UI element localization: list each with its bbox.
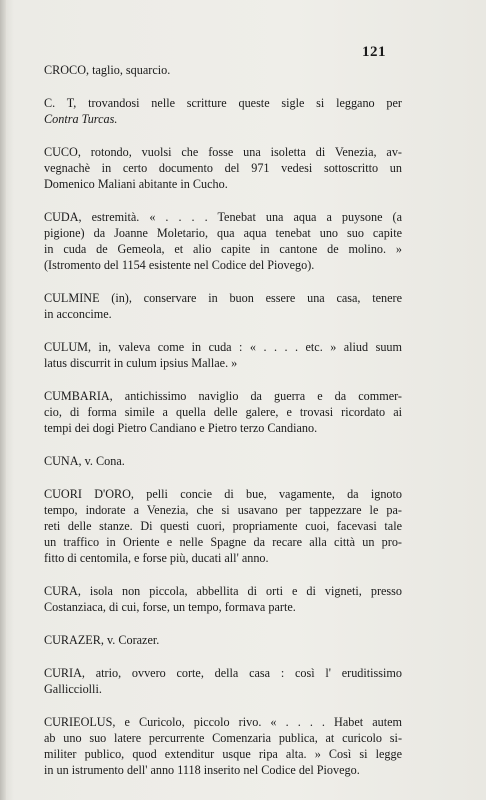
entry-line: in acconcime.	[44, 307, 112, 321]
entry-line: pigione) da Joanne Moletario, qua aqua tenebat uno suo capite	[44, 226, 402, 240]
entry-ct	[44, 95, 402, 127]
entry-line: CURIEOLUS, e Curicolo, piccolo rivo. « . . . . Habet autem	[44, 715, 402, 729]
entry-curazer	[44, 632, 402, 648]
entry-culmine	[44, 290, 402, 322]
entry-line: CUORI D'ORO, pelli concie di bue, vagamente, da ignoto	[44, 487, 402, 501]
entry-cuna	[44, 453, 402, 469]
entry-line: cio, di forma simile a quella delle galere, e trovasi ricordato ai	[44, 405, 402, 419]
entry-cuco	[44, 144, 402, 192]
entry-line: latus discurrit in culum ipsius Mallae. »	[44, 356, 238, 370]
entry-culum	[44, 339, 402, 371]
entry-line: Costanziaca, di cui, forse, un tempo, formava parte.	[44, 600, 296, 614]
page-number: 121	[362, 44, 386, 60]
entry-line: Contra Turcas.	[44, 112, 118, 126]
entry-curieolus	[44, 714, 402, 778]
entry-line: CUNA, v. Cona.	[44, 454, 125, 468]
entry-line: CURAZER, v. Corazer.	[44, 633, 160, 647]
entry-cumbaria	[44, 388, 402, 436]
entry-line: CUDA, estremità. « . . . . Tenebat una aqua a puysone (a	[44, 210, 402, 224]
entry-line: C. T, trovandosi nelle scritture queste sigle si leggano per	[44, 96, 402, 110]
page-binding-edge	[0, 0, 6, 800]
entry-line: CULUM, in, valeva come in cuda : « . . . . etc. » aliud suum	[44, 340, 402, 354]
entry-line: militer publico, quod extenditur usque ripa alta. » Così si legge	[44, 747, 402, 761]
entry-cura	[44, 583, 402, 615]
entry-line: un traffico in Oriente e nelle Spagne da recare alla città un pro-	[44, 535, 402, 549]
entry-line: ab uno suo latere percurrente Comenzaria publica, at curicolo si-	[44, 731, 402, 745]
entry-line: fitto di centomila, e forse più, ducati all' anno.	[44, 551, 269, 565]
entry-line: (Istromento del 1154 esistente nel Codice del Piovego).	[44, 258, 315, 272]
entry-line: in un istrumento dell' anno 1118 inserito nel Codice del Piovego.	[44, 763, 360, 777]
entry-line: Gallicciolli.	[44, 682, 102, 696]
entry-line: in cuda de Gemeola, et alio capite in cantone de molino. »	[44, 242, 402, 256]
entry-line: CULMINE (in), conservare in buon essere una casa, tenere	[44, 291, 402, 305]
entry-line: CROCO, taglio, squarcio.	[44, 63, 171, 77]
entry-cuda	[44, 209, 402, 273]
dictionary-entries	[44, 62, 402, 795]
entry-line: tempi dei dogi Pietro Candiano e Pietro terzo Candiano.	[44, 421, 318, 435]
entry-line: vegnachè in certo documento del 971 vedesi sottoscritto un	[44, 161, 402, 175]
entry-croco	[44, 62, 402, 78]
entry-line: Domenico Maliani abitante in Cucho.	[44, 177, 228, 191]
entry-line: tempo, indorate a Venezia, che si usavano per tappezzare le pa-	[44, 503, 402, 517]
entry-line: CUMBARIA, antichissimo naviglio da guerra e da commer-	[44, 389, 402, 403]
entry-line: CURIA, atrio, ovvero corte, della casa : così l' eruditissimo	[44, 666, 402, 680]
entry-line: reti delle stanze. Di questi cuori, propriamente cuoi, facevasi tale	[44, 519, 402, 533]
entry-line: CUCO, rotondo, vuolsi che fosse una isoletta di Venezia, av-	[44, 145, 402, 159]
entry-cuori-doro	[44, 486, 402, 566]
entry-line: CURA, isola non piccola, abbellita di orti e di vigneti, presso	[44, 584, 402, 598]
entry-curia	[44, 665, 402, 697]
